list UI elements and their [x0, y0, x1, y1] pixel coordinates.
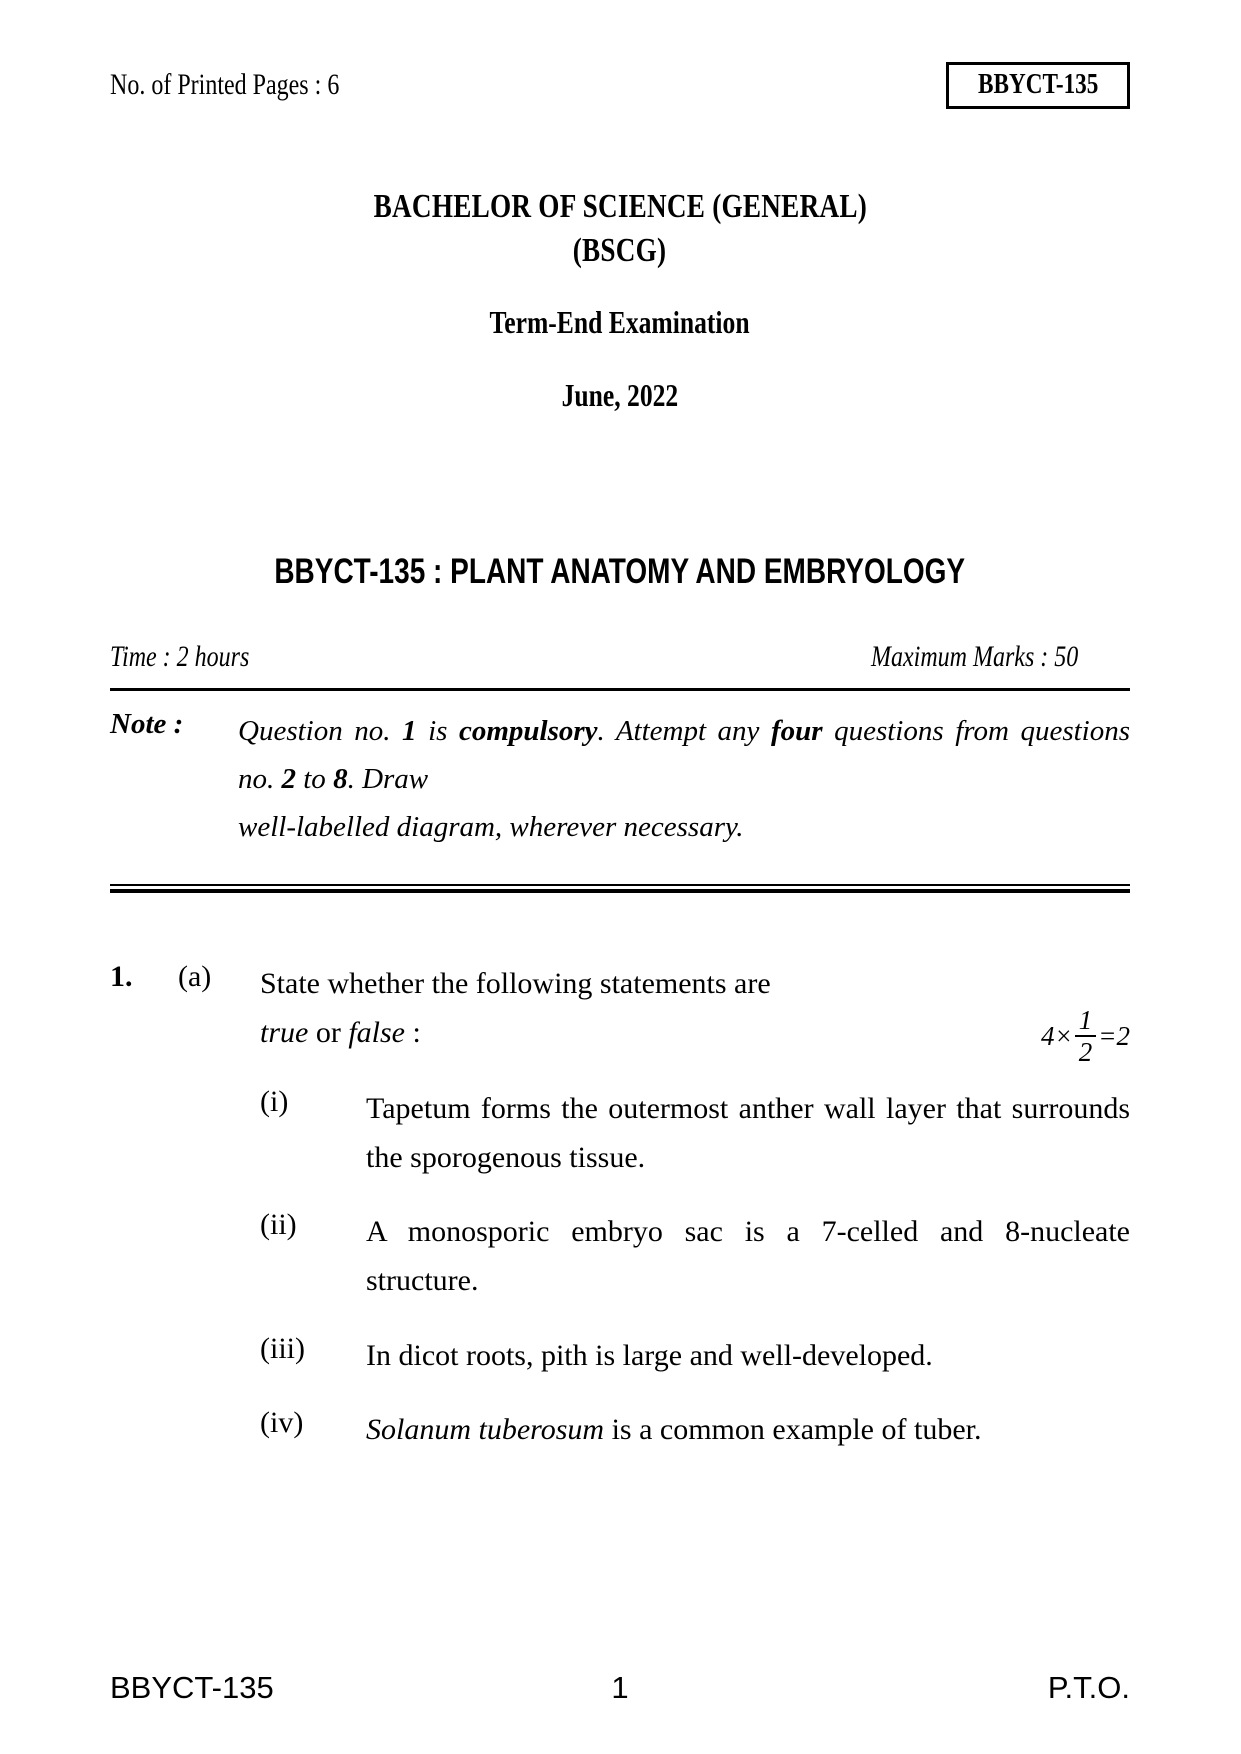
footer-page-number: 1: [611, 1670, 629, 1705]
exam-time-text: Time : 2 hours: [110, 640, 250, 673]
question-1-number: 1.: [110, 960, 133, 993]
page-header: [110, 62, 1130, 118]
stem-false-word: false: [348, 1015, 405, 1049]
note-label: Note :: [110, 708, 184, 740]
marks-fraction-numerator: 1: [1075, 1006, 1097, 1037]
note-line1-four: four: [770, 715, 823, 747]
course-title-text: BBYCT-135 : PLANT ANATOMY AND EMBRYOLOGY: [274, 552, 966, 591]
exam-max-marks-text: Maximum Marks : 50: [870, 640, 1079, 673]
sub-item-text-iii: In dicot roots, pith is large and well-developed.: [366, 1338, 933, 1372]
course-code-text: BBYCT-135: [977, 68, 1098, 100]
note-line1-part2: is: [416, 715, 459, 747]
marks-equals-total: =2: [1098, 1020, 1130, 1051]
note-line1-part3: . Attempt any: [597, 715, 771, 747]
exam-date: [110, 377, 1130, 414]
question-1-part-a-stem: [260, 960, 1130, 1057]
exam-time: [110, 640, 284, 674]
printed-pages-text: No. of Printed Pages : 6: [110, 68, 340, 101]
note-body: [238, 708, 1130, 852]
stem-colon: :: [405, 1015, 421, 1049]
list-item: [260, 1332, 1130, 1381]
exam-type-text: Term-End Examination: [489, 304, 751, 341]
note-line1-part1: Question no.: [238, 715, 403, 747]
list-item: [260, 1085, 1130, 1182]
note-line3: well-labelled diagram, wherever necessary.: [238, 810, 744, 843]
sub-item-roman-ii: (ii): [260, 1208, 297, 1242]
questions-container: [110, 960, 1130, 1481]
course-code-box: [946, 62, 1130, 109]
question-1-sub-items: [260, 1085, 1130, 1455]
footer-pto: P.T.O.: [1047, 1670, 1130, 1705]
sub-item-roman-i: (i): [260, 1085, 289, 1119]
question-1-part-a-label: (a): [178, 960, 212, 993]
marks-fraction: [1075, 1006, 1097, 1067]
divider-rule-double: [110, 884, 1130, 893]
stem-or-word: or: [308, 1015, 349, 1049]
species-name-italic: Solanum tuberosum: [366, 1413, 605, 1447]
sub-item-roman-iv: (iv): [260, 1406, 304, 1440]
footer-course-code: BBYCT-135: [110, 1670, 274, 1705]
stem-true-word: true: [260, 1015, 309, 1049]
question-1-stem-line1: State whether the following statements are: [260, 967, 771, 1000]
note-block: [110, 708, 1130, 852]
note-line2-part2: to: [296, 762, 334, 795]
sub-item-text-iv: [366, 1406, 1130, 1455]
marks-fraction-denominator: 2: [1078, 1037, 1093, 1068]
note-line2-part1: questions from questions no.: [238, 715, 1130, 795]
note-line1-compulsory: compulsory: [458, 715, 598, 747]
sub-item-roman-iii: (iii): [260, 1331, 305, 1365]
list-item: [260, 1406, 1130, 1455]
course-title: [110, 552, 1130, 592]
note-line2-q2: 2: [281, 762, 296, 795]
exam-type: [110, 304, 1130, 341]
question-1-stem-line2: [260, 1009, 1130, 1058]
question-1-marks-allocation: [1041, 1006, 1130, 1067]
sub-item-text-ii: A monosporic embryo sac is a 7-celled and 8-nucleate structure.: [366, 1215, 1130, 1297]
sub-item-text-i: Tapetum forms the outermost anther wall layer that surrounds the sporogenous tissue.: [366, 1092, 1130, 1174]
divider-rule-top: [110, 688, 1130, 691]
title-block: [110, 185, 1130, 414]
question-1: [110, 960, 1130, 1455]
degree-title: [110, 185, 1130, 272]
sub-item-text-iv-rest: is a common example of tuber.: [604, 1413, 982, 1447]
note-line2-part3: . Draw: [347, 762, 429, 795]
degree-title-line2: (BSCG): [573, 231, 667, 269]
printed-pages-label: [110, 68, 397, 102]
exam-max-marks: [871, 640, 1130, 674]
marks-multiplier: 4×: [1041, 1020, 1073, 1051]
list-item: [260, 1208, 1130, 1305]
note-line1-q1: 1: [402, 715, 417, 747]
exam-info-row: [110, 640, 1130, 674]
note-line2-q8: 8: [333, 762, 348, 795]
exam-date-text: June, 2022: [561, 377, 679, 414]
page-footer: [110, 1670, 1130, 1710]
degree-title-line1: BACHELOR OF SCIENCE (GENERAL): [373, 188, 867, 225]
